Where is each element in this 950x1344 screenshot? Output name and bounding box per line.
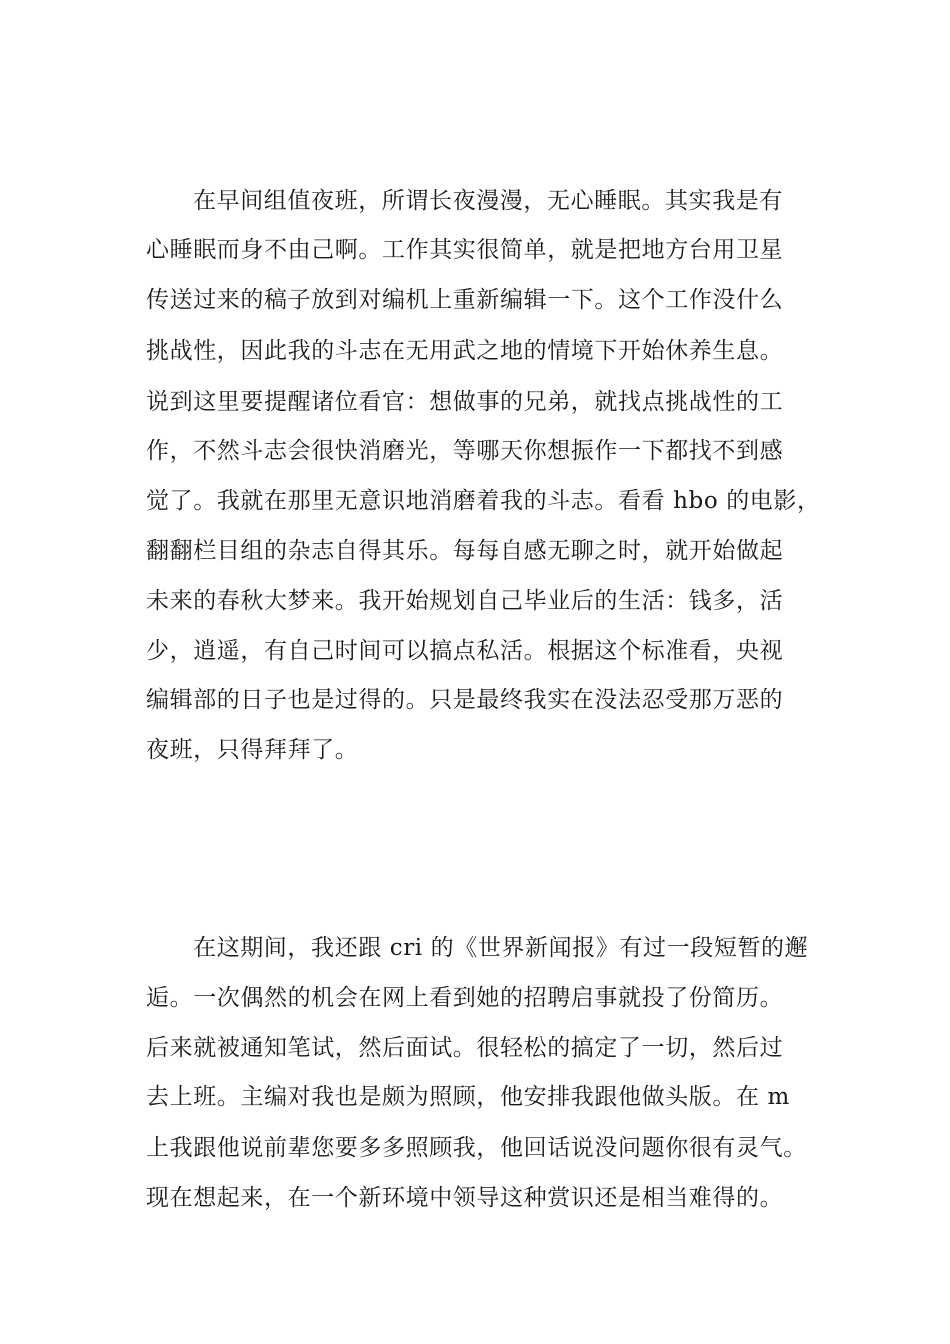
paragraph-line: 后来就被通知笔试，然后面试。很轻松的搞定了一切，然后过 — [146, 1035, 784, 1061]
paragraph-line: 挑战性，因此我的斗志在无用武之地的情境下开始休养生息。 — [146, 338, 784, 364]
paragraph-line: 觉了。我就在那里无意识地消磨着我的斗志。看看 hbo 的电影， — [146, 488, 821, 514]
paragraph-line: 少，逍遥，有自己时间可以搞点私活。根据这个标准看，央视 — [146, 638, 784, 664]
paragraph-line: 逅。一次偶然的机会在网上看到她的招聘启事就投了份简历。 — [146, 985, 784, 1011]
paragraph-line: 编辑部的日子也是过得的。只是最终我实在没法忍受那万恶的 — [146, 687, 784, 713]
paragraph-line: 现在想起来，在一个新环境中领导这种赏识还是相当难得的。 — [146, 1185, 784, 1211]
paragraph-line: 翻翻栏目组的杂志自得其乐。每每自感无聊之时，就开始做起 — [146, 538, 784, 564]
paragraph-line: 夜班，只得拜拜了。 — [146, 737, 359, 763]
paragraph-line: 作，不然斗志会很快消磨光，等哪天你想振作一下都找不到感 — [146, 438, 784, 464]
paragraph-line: 在这期间，我还跟 cri 的《世界新闻报》有过一段短暂的邂 — [193, 935, 809, 961]
paragraph-line: 传送过来的稿子放到对编机上重新编辑一下。这个工作没什么 — [146, 287, 784, 313]
paragraph-line: 去上班。主编对我也是颇为照顾，他安排我跟他做头版。在 m — [146, 1084, 790, 1110]
paragraph-line: 上我跟他说前辈您要多多照顾我，他回话说没问题你很有灵气。 — [146, 1135, 807, 1161]
paragraph-line: 在早间组值夜班，所谓长夜漫漫，无心睡眠。其实我是有 — [193, 188, 783, 214]
paragraph-line: 心睡眠而身不由己啊。工作其实很简单，就是把地方台用卫星 — [146, 237, 784, 263]
paragraph-line: 未来的春秋大梦来。我开始规划自己毕业后的生活：钱多，活 — [146, 588, 784, 614]
paragraph-line: 说到这里要提醒诸位看官：想做事的兄弟，就找点挑战性的工 — [146, 389, 784, 415]
